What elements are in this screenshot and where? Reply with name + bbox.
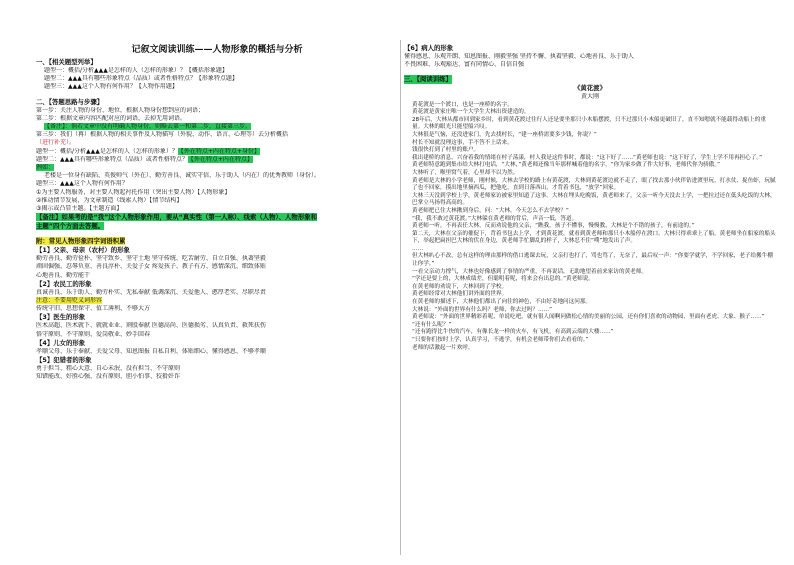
vocab-1-heading: 【1】父亲、母亲（农村）的形象: [36, 246, 130, 255]
vocab-5-line-2: 知错能改、好胜心强、没有原则、胆小怕事、狡猾奸诈: [36, 373, 181, 381]
page-title: 记叙文阅读训练——人物形象的概括与分析: [131, 45, 303, 55]
story-paragraph: 黄老师特意跑到集市给大林打电话，“大林，”黄老师还像当年那样喊着他的名字，“你为家乡做了件大好事，老师代你为骄傲。”: [412, 162, 721, 169]
vocab-1-line-3: 心地善良、勤劳能干: [36, 271, 91, 279]
vocab-2-line-1: 真诚善良、乐于助人、勤劳朴实、无私奉献 低调深沉、关爱他人、憨厚老实、尽职尽责: [36, 288, 266, 296]
story-paragraph: 黄老师说：“外面的世界精彩着呢，单说吃吧，就有很人闻啊问做松心情的美丽的公园，还有你们喜欢的动物园，里面有老虎、大象、猴子……”: [412, 314, 765, 321]
story-paragraph: 黄老师把已住大林揪到身后，问：“大林，今天怎么不去学校？”: [412, 207, 569, 214]
vocab-4-line-1: 孝顺父母、乐于奉献、关爱父母、知恩图报 自私自利、体贴细心、懂得感恩、不够孝顺: [36, 347, 266, 355]
story-paragraph: 大林说：“外面的世界有什么吗？老师，你去过吗？……”: [412, 306, 553, 313]
right-column: [404, 44, 776, 352]
story-paragraph: 黄老师经常对大林他们讲外面的世界。: [412, 291, 508, 298]
question-type-2: 题型二：▲▲▲具有哪些形象特点（品质）或者性格特点？【形象特点题】: [44, 75, 238, 83]
vocab-1-line-1: 勤劳善良、勤劳俭朴、坚守致乡、坚守土地 坚守传统、吃苦耐劳、自立自强、执著坚毅: [36, 255, 266, 263]
story-paragraph: “学还是要上的，大林成绩差，但聪明着呢，将来会有出息的。”黄老师说。: [412, 276, 594, 283]
story-paragraph: 在黄老师的劝说下，大林回到了学校。: [412, 283, 508, 290]
story-paragraph: 村长不知就没理这事，手不答不上话来。: [412, 139, 513, 146]
story-paragraph: 但大林叭心不改，总有这样的理由那样的借口逃课去玩，父亲打也打了，骂也骂了，无奈了，最后叹一声：“你要学就学，不学回家，老子给搬牛棚让你学。”: [412, 253, 773, 268]
story-paragraph: 黄老师一听，不再表任大林，反而劝说他的父亲，“瞧我，孩子不懂事，慢慢教，大林是个不错的孩子，有前途的。”: [412, 223, 695, 230]
vocab-6-line-1: 懂得感恩、乐观开朗、知恩图报、刚毅坚强 坚持不懈、执着坚毅、心地善良、乐于助人: [404, 53, 634, 60]
story-paragraph: 第二天，大林在父亲的催促下，背着书包去上学，才到黄花渡，就看到黄老师和那只小木船停在渡口。大林只得乖乖上了船，黄老师坐在船家的船头下，举起把扁担巴大林的伏在身边，黄老师手忙脚乱的样子，大林忍不住“噗”地发出了声。: [412, 230, 776, 245]
story-paragraph: 黄老师是大林的小学老师，刚村候，大林去学校的路上有黄花渡，大林到黄花渡边就不走了，眼了找去那小伙伴钻进渡里玩，打水仗、捉鱼虾，玩腻了也不回家，摸出地里摘西瓜，把他吃，直到日落西山，才背着书包，“放学”回家。: [412, 177, 776, 192]
note-narrator: 【备注】如果考的是“我”这个人物形象作用，要从“真实性（第一人称）、线索（人物）、人物形象和: [36, 213, 317, 222]
column-divider: [400, 40, 401, 555]
vocab-6-line-2: 不畏困难、乐观豁达、富有同情心、自信自强: [404, 61, 525, 69]
step-3: 第三步：我们（再）根据人物的相关事件及人物描写（外貌、动作、语言、心理等）去分析概括: [36, 131, 289, 139]
story-paragraph: “还有跑得比牛快的汽车，有像长龙一样的火车，有飞机，有高到云端的大楼……”: [412, 329, 614, 336]
story-paragraph: 黄花渡是一个渡口，也是一座桥的名字。: [412, 101, 513, 108]
story-title: 《黄花渡》: [574, 84, 606, 93]
section-heading-steps: 二、【答题思路与步骤】: [36, 97, 104, 106]
reading-section-heading: 三、【阅读训练】: [404, 75, 452, 84]
story-paragraph: “只要你们按时上学，认真学习，不逃学，有机会老师带你们去看看的。”: [412, 337, 589, 344]
formula-type-1: 题型一：概括/分析▲▲▲是怎样的人（怎样的形象）？【外在特点+内在特点+身份】: [36, 147, 260, 155]
vocab-3-heading: 【3】医生的形象: [36, 313, 86, 322]
left-column: [36, 44, 398, 381]
note-narrator-cont: 主题”四个方面去答题。: [36, 222, 105, 231]
story-body: [404, 102, 776, 353]
vocab-1-line-2: 顽固倔强、忍辱负重、善良淳朴、关爱子女 疼爱孩子、教子有方、感情深沉、细致体贴: [36, 263, 266, 271]
steps-note: 【备注】：倘若文章中没有明确人物身份，则略去第一和第二步，直接第三步。: [44, 123, 252, 131]
story-paragraph: 大林三天没到学校上学，黄老师家访被家里知道了这事。大林在埋头吃晚饭，黄老师来了，父亲一听今天没去上学，一把拉过还在低头吃饭的大林，巴掌立马扬得高高的。: [412, 192, 776, 207]
vocab-6-heading: 【6】病人的形象: [404, 44, 454, 52]
vocab-5-heading: 【5】犯错者的形象: [36, 356, 92, 365]
step-1: 第一步：关注人物的身份、地位，根据人物身份想到应的词语；: [36, 106, 205, 114]
vocab-3-line-1: 医术高超、医术就下、就就业业、割股奉献 医德高尚、医德损劣、认真负责、救死扶伤: [36, 322, 266, 330]
example-text: 老楼是一位身有缺陷、英俊帅气（外在）、勤劳善良、诚实守信、乐于助人（内在）的优秀教师（身份）。: [44, 172, 321, 180]
question-type-3: 题型三：▲▲▲这个人物有何作用？【人物作用题】: [44, 83, 178, 91]
story-paragraph: 黄花渡是黄家庄唯一个大学生大林出资建造的。: [412, 109, 530, 116]
question-type-3-repeat: 题型三：▲▲▲这个人物有何作用？: [36, 180, 128, 188]
story-paragraph: 在黄老师的描述下，大林他们都出了向往的神色，不由好奇地问这问那。: [412, 299, 592, 306]
vocab-5-line-1: 勇于担当、粗心大意、自心未泯、没有担当、不守原则: [36, 365, 181, 373]
vocab-3-line-2: 恪守原则、不守原则、爱岗敬业、妙手回春: [36, 330, 151, 338]
answer-1: ①为主要人物服务，对主要人物起衬托作用（突出主要人物）【人物形象】: [36, 188, 231, 196]
story-paragraph: 我出建桥的消息，兴奋着我的情绪在村子荡漾，村人我是这件事时，都说：“这下好了……”黄老师也说：“这下好了，学生上学不用再担心了。”: [412, 154, 763, 161]
example-label: 例如：: [36, 164, 55, 172]
formula-type-2: 题型二：▲▲▲具有哪些形象特点（品质）或者性格特点？【外在特点+内在特点】: [36, 155, 253, 163]
story-paragraph: 一看父亲动力撑气，大林也好像感到了事情的严重，不再说话，无助地望着前来家访的黄老师。: [412, 268, 647, 275]
story-paragraph: “我，我不敢过黄花渡。”大林躲在黄老师的背后，声音一低，答道。: [412, 215, 578, 222]
answer-3: ③揭示或凸显主题。【主题方面】: [36, 205, 123, 213]
answer-2: ②推动情节发展，为文章制造（线索人物）【情节结构】: [36, 196, 183, 204]
question-type-1: 题型一：概括/分析▲▲▲是怎样的人（怎样的形象）？【概括形象题】: [44, 67, 228, 74]
step-3-cont: （进行补充）。: [36, 139, 76, 147]
vocab-2-line-2: 传统守旧、思想保守、值工薄利、不够大方: [36, 305, 151, 313]
story-paragraph: 大林听了，喉里窝气着，心里却不以为然。: [412, 169, 519, 176]
vocab-4-heading: 【4】儿女的形象: [36, 338, 86, 347]
story-ellipsis: ……: [412, 245, 424, 252]
section-heading-question-types: 一、【相关题型列举】: [36, 58, 97, 66]
vocab-heading: 附：常见人物形象四字词语积累: [36, 237, 126, 246]
story-paragraph: 老师的话激起一片欢呼。: [412, 344, 474, 351]
story-author: 黄大刚: [580, 93, 599, 101]
vocab-2-heading: 【2】农民工的形象: [36, 279, 92, 288]
step-2: 第二步：根据文章内容匹配对应的词语，去掉无用词语。: [36, 114, 187, 122]
story-paragraph: 钱很快打到了村里的账户。: [412, 147, 480, 154]
story-paragraph: 28年后，大林从都市回到家乡时，看到黄花渡过往行人还是要坐那只小木船摆渡，只不过那只小木船更破旧了，直不知嗯就不能载得动船上的重量。大林的眼光只能望船兴叹。: [412, 116, 766, 131]
story-paragraph: 大林很是气恼，还没进家门，先去找村长，“建一座桥需要多少钱，你说？”: [412, 131, 597, 138]
vocab-2-warning: 注意：不要用贬义词形容: [36, 297, 103, 305]
story-paragraph: “还有什么呢？”: [412, 321, 452, 328]
